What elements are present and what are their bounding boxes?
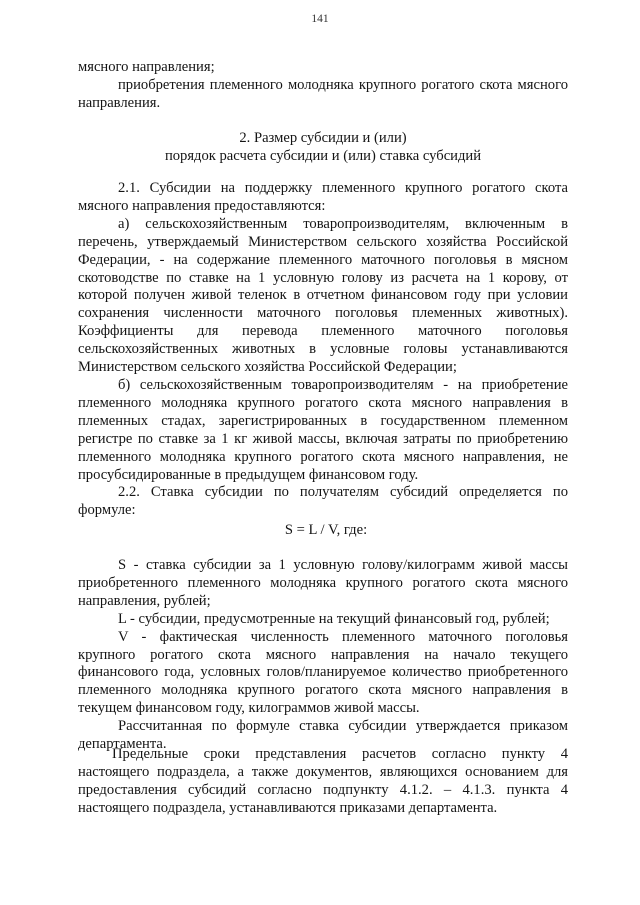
paragraph-a: а) сельскохозяйственным товаропроизводителям, включенным в перечень, утверждаемый Министерством сельского хозяйства Российской Федерации, - на содержание племенного маточного поголовья в мясном скотоводстве по ставке на 1 условную голову из расчета на 1 корову, от которой получен живой теленок в отчетном финансовом году при условии сохранения численности маточного поголовья племенных животных). Коэффициенты для перевода племенного маточного поголовья сельскохозяйственных животных в условные головы устанавливаются Министерством сельского хозяйства Российской Федерации; <box>78 215 568 376</box>
definition-s: S - ставка субсидии за 1 условную голову/килограмм живой массы приобретенного племенного молодняка крупного рогатого скота мясного направления, рублей; <box>78 557 568 609</box>
paragraph-2-2: 2.2. Ставка субсидии по получателям субсидий определяется по формуле: <box>78 484 568 519</box>
closing-paragraph: Предельные сроки представления расчетов согласно пункту 4 настоящего подраздела, а также документов, являющихся основанием для предоставления субсидий согласно подпункту 4.1.2. – 4.1.3. пункта 4 настоящего подраздела, устанавливаются приказами департамента. <box>78 746 568 816</box>
section-title-line-2: порядок расчета субсидии и (или) ставка субсидий <box>164 147 482 164</box>
section-heading <box>78 130 568 166</box>
paragraph-b: б) сельскохозяйственным товаропроизводителям - на приобретение племенного молодняка крупного рогатого скота мясного направления в племенных стадах, зарегистрированных в государственном племенном регистре по ставке за 1 кг живой массы, включая затраты по приобретению племенного молодняка крупного рогатого скота мясного направления, не просубсидированные в предыдущем финансовом году. <box>78 376 568 483</box>
approval-paragraph: Рассчитанная по формуле ставка субсидии утверждается приказом департамента. <box>78 718 568 753</box>
intro-block <box>78 59 568 113</box>
intro-line: мясного направления; <box>78 59 215 75</box>
section-title-line-1: 2. Размер субсидии и (или) <box>239 130 407 146</box>
definitions-block <box>78 557 568 754</box>
paragraph-2-1: 2.1. Субсидии на поддержку племенного крупного рогатого скота мясного направления предоставляются: <box>78 180 568 214</box>
intro-paragraph: приобретения племенного молодняка крупного рогатого скота мясного направления. <box>78 76 568 111</box>
formula: S = L / V, где: <box>284 522 368 538</box>
closing-block <box>78 746 568 818</box>
definition-v: V - фактическая численность племенного маточного поголовья крупного рогатого скота мясного направления на начало текущего финансового года, условных голов/планируемое количество приобретенного племенного молодняка крупного рогатого скота мясного направления в текущем финансовом году, килограммов живой массы. <box>78 628 568 717</box>
definition-l: L - субсидии, предусмотренные на текущий финансовый год, рублей; <box>118 610 550 627</box>
page-number: 141 <box>311 13 329 25</box>
body-block <box>78 180 568 520</box>
